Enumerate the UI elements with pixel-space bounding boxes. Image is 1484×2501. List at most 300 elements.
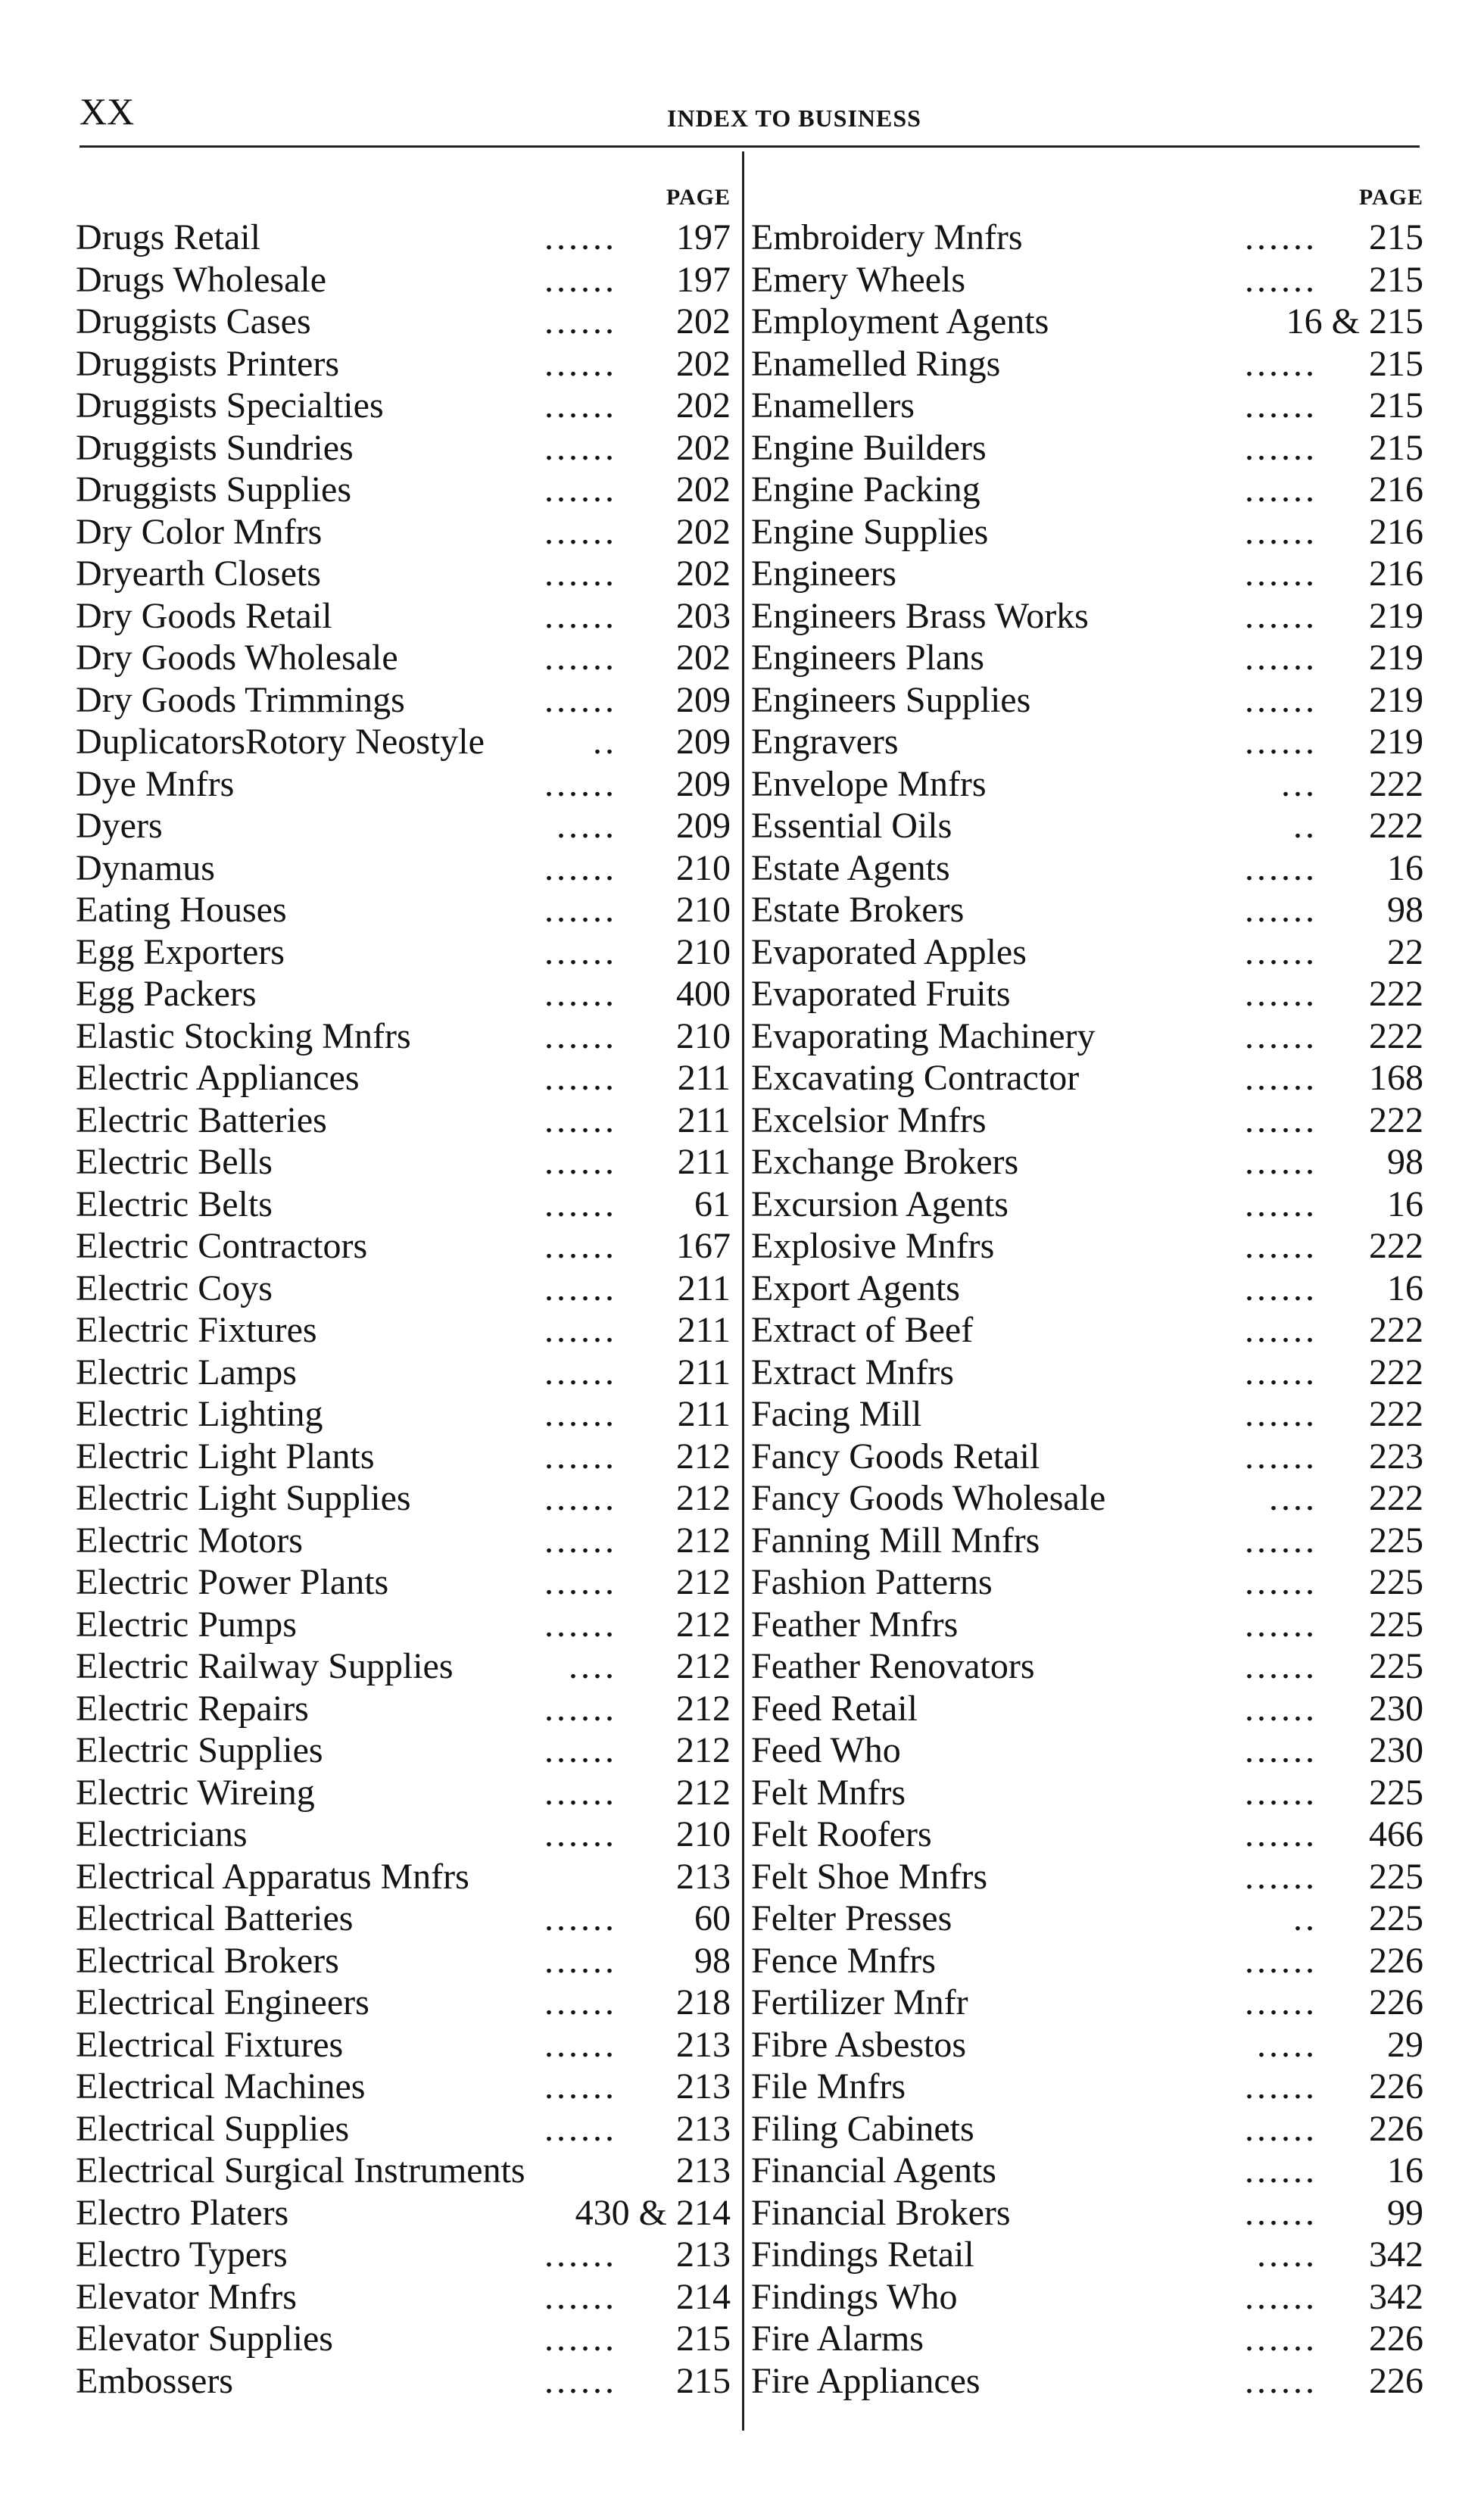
right-column-header — [751, 182, 1423, 217]
entry-page: 430 & 214 — [575, 2192, 731, 2233]
entry-page: 202 — [676, 343, 731, 384]
entry-page: 202 — [676, 301, 731, 341]
index-entry — [751, 469, 1423, 511]
entry-leader-dots: ...... — [544, 847, 617, 888]
entry-name: Extract Mnfrs — [751, 1352, 954, 1392]
entry-leader-dots: ...... — [1245, 1310, 1317, 1350]
entry-name: Findings Retail — [751, 2234, 974, 2275]
entry-page: 222 — [1369, 1015, 1423, 1056]
entry-name: Emery Wheels — [751, 259, 966, 300]
entry-leader-dots: ...... — [544, 1814, 617, 1854]
index-entry — [76, 1604, 731, 1646]
entry-name: Electric Fixtures — [76, 1310, 317, 1350]
entry-leader-dots: ...... — [1245, 1730, 1317, 1770]
entry-page: 225 — [1369, 1604, 1423, 1645]
entry-name: Enamelled Rings — [751, 343, 1001, 384]
entry-leader-dots: ...... — [1245, 427, 1317, 468]
index-entry — [751, 1856, 1423, 1898]
index-entry — [76, 1688, 731, 1730]
entry-leader-dots: ...... — [1245, 385, 1317, 426]
entry-leader-dots: ...... — [544, 259, 617, 300]
entry-name: Fertilizer Mnfr — [751, 1982, 968, 2022]
entry-name: Dry Goods Wholesale — [76, 638, 398, 678]
entry-name: Electric Bells — [76, 1142, 273, 1182]
entry-name: Financial Brokers — [751, 2192, 1011, 2233]
entry-page: 400 — [676, 974, 731, 1014]
index-entry — [76, 427, 731, 469]
index-entry — [751, 1141, 1423, 1183]
index-entry — [76, 2150, 731, 2192]
entry-name: Felter Presses — [751, 1898, 952, 1938]
index-entry — [751, 973, 1423, 1015]
entry-name: Eating Houses — [76, 890, 287, 930]
entry-name: Extract of Beef — [751, 1310, 974, 1350]
entry-page: 213 — [676, 2066, 731, 2107]
index-entry — [76, 1225, 731, 1268]
entry-name: Electric Contractors — [76, 1226, 368, 1266]
entry-name: Embossers — [76, 2360, 233, 2401]
entry-leader-dots: ...... — [544, 1352, 617, 1392]
entry-page: 212 — [676, 1646, 731, 1686]
entry-page: 210 — [676, 890, 731, 930]
index-entry — [76, 553, 731, 595]
entry-name: Elevator Supplies — [76, 2319, 333, 2359]
entry-name: Export Agents — [751, 1268, 960, 1308]
index-entry — [76, 469, 731, 511]
entry-leader-dots: ...... — [544, 1183, 617, 1224]
entry-name: Fence Mnfrs — [751, 1940, 936, 1981]
entry-leader-dots: ...... — [544, 679, 617, 720]
index-entry — [751, 259, 1423, 301]
entry-page: 212 — [676, 1478, 731, 1518]
entry-page: 168 — [1369, 1058, 1423, 1098]
index-entry — [751, 2276, 1423, 2319]
entry-leader-dots: ...... — [1245, 1604, 1317, 1645]
entry-leader-dots: ...... — [544, 2276, 617, 2317]
entry-name: Filing Cabinets — [751, 2108, 974, 2149]
entry-page: 211 — [677, 1268, 731, 1308]
entry-name: Engravers — [751, 722, 899, 762]
index-entry — [76, 2360, 731, 2403]
index-entry — [76, 763, 731, 806]
entry-page: 167 — [676, 1226, 731, 1266]
entry-page: 211 — [677, 1142, 731, 1182]
index-entry — [76, 847, 731, 890]
entry-name: Electrical Apparatus Mnfrs — [76, 1856, 469, 1897]
entry-name: Engineers Supplies — [751, 679, 1031, 720]
entry-page: 211 — [677, 1058, 731, 1098]
entry-leader-dots: ...... — [544, 1436, 617, 1477]
entry-leader-dots: ...... — [544, 511, 617, 552]
entry-page: 219 — [1369, 638, 1423, 678]
index-entry — [76, 1898, 731, 1940]
entry-page: 218 — [676, 1982, 731, 2022]
entry-name: Elastic Stocking Mnfrs — [76, 1015, 411, 1056]
entry-name: Electric Lighting — [76, 1394, 323, 1434]
index-entry — [751, 2360, 1423, 2403]
entry-page: 22 — [1387, 931, 1423, 972]
entry-leader-dots: ...... — [1245, 2276, 1317, 2317]
entry-leader-dots: .... — [569, 1646, 617, 1686]
entry-name: Enamellers — [751, 385, 915, 426]
entry-leader-dots: ...... — [1245, 595, 1317, 636]
entry-leader-dots: ...... — [1245, 2150, 1317, 2191]
entry-leader-dots: ...... — [1245, 1562, 1317, 1602]
entry-leader-dots: ...... — [1245, 1058, 1317, 1098]
entry-leader-dots: ..... — [1257, 2024, 1317, 2065]
entry-page: 216 — [1369, 511, 1423, 552]
index-entry — [76, 1561, 731, 1604]
entry-page: 16 — [1387, 1268, 1423, 1308]
entry-page: 222 — [1369, 974, 1423, 1014]
entry-page: 202 — [676, 638, 731, 678]
entry-name: Fibre Asbestos — [751, 2024, 967, 2065]
entry-name: Felt Mnfrs — [751, 1772, 906, 1813]
index-entry — [751, 1940, 1423, 1982]
index-entry — [751, 1183, 1423, 1226]
index-entry — [751, 637, 1423, 679]
entry-name: Felt Roofers — [751, 1814, 932, 1854]
index-entry — [76, 1772, 731, 1814]
entry-leader-dots: ...... — [1245, 1099, 1317, 1140]
entry-leader-dots: .. — [1293, 1898, 1317, 1938]
entry-leader-dots: ...... — [544, 1394, 617, 1434]
index-entry — [751, 217, 1423, 259]
entry-name: Dryearth Closets — [76, 554, 321, 594]
header-rule — [80, 145, 1420, 148]
index-entry — [76, 1352, 731, 1394]
entry-leader-dots: ...... — [1245, 722, 1317, 762]
entry-page: 197 — [676, 259, 731, 300]
entry-page: 225 — [1369, 1520, 1423, 1561]
entry-name: Dyers — [76, 806, 163, 846]
index-entry — [751, 301, 1423, 343]
index-entry — [751, 889, 1423, 931]
entry-leader-dots: ...... — [1245, 890, 1317, 930]
entry-page: 219 — [1369, 595, 1423, 636]
right-column — [751, 182, 1423, 2402]
entry-leader-dots: ...... — [1245, 1436, 1317, 1477]
index-entry — [751, 595, 1423, 638]
entry-name: Drugs Wholesale — [76, 259, 327, 300]
entry-page: 210 — [676, 931, 731, 972]
entry-leader-dots: ...... — [1245, 1814, 1317, 1854]
entry-name: Engine Packing — [751, 469, 980, 510]
index-entry — [76, 2234, 731, 2276]
entry-name: Electric Motors — [76, 1520, 303, 1561]
entry-name: Felt Shoe Mnfrs — [751, 1856, 987, 1897]
entry-leader-dots: .... — [1269, 1478, 1317, 1518]
entry-leader-dots: ...... — [1245, 2066, 1317, 2107]
entry-page: 342 — [1369, 2276, 1423, 2317]
entry-page: 29 — [1387, 2024, 1423, 2065]
entry-leader-dots: ...... — [544, 469, 617, 510]
entry-name: Envelope Mnfrs — [751, 763, 987, 804]
entry-name: Electro Platers — [76, 2192, 289, 2233]
entry-leader-dots: .. — [1293, 806, 1317, 846]
entry-leader-dots: ...... — [544, 890, 617, 930]
entry-name: Druggists Cases — [76, 301, 311, 341]
entry-name: Electrical Batteries — [76, 1898, 354, 1938]
entry-page: 216 — [1369, 554, 1423, 594]
index-entry — [751, 1772, 1423, 1814]
entry-leader-dots: ...... — [1245, 847, 1317, 888]
entry-page: 230 — [1369, 1688, 1423, 1729]
entry-page: 222 — [1369, 1394, 1423, 1434]
entry-leader-dots: ...... — [544, 974, 617, 1014]
entry-page: 213 — [676, 2150, 731, 2191]
entry-page: 16 — [1387, 2150, 1423, 2191]
entry-page: 60 — [694, 1898, 731, 1938]
index-entry — [76, 637, 731, 679]
index-entry — [751, 1057, 1423, 1099]
left-column-header — [76, 182, 731, 217]
entry-page: 466 — [1369, 1814, 1423, 1854]
index-entry — [76, 1099, 731, 1142]
entry-page: 202 — [676, 554, 731, 594]
entry-page: 215 — [1369, 343, 1423, 384]
entry-name: Financial Agents — [751, 2150, 996, 2191]
entry-leader-dots: ...... — [544, 1604, 617, 1645]
entry-page: 226 — [1369, 2066, 1423, 2107]
entry-leader-dots: ...... — [1245, 2108, 1317, 2149]
index-entry — [76, 259, 731, 301]
entry-leader-dots: ...... — [1245, 1183, 1317, 1224]
entry-name: Electric Lamps — [76, 1352, 297, 1392]
entry-leader-dots: ...... — [1245, 343, 1317, 384]
index-entry — [76, 2024, 731, 2066]
entry-leader-dots: ...... — [1245, 1352, 1317, 1392]
index-entry — [751, 1436, 1423, 1478]
entry-name: Evaporated Apples — [751, 931, 1027, 972]
entry-page: 16 & 215 — [1286, 301, 1423, 341]
entry-name: Electrical Engineers — [76, 1982, 369, 2022]
entry-name: Drugs Retail — [76, 217, 260, 257]
entry-page: 226 — [1369, 2319, 1423, 2359]
entry-name: Dry Goods Retail — [76, 595, 332, 636]
index-entry — [76, 1393, 731, 1436]
entry-page: 226 — [1369, 1940, 1423, 1981]
entry-name: Estate Agents — [751, 847, 950, 888]
entry-page: 215 — [676, 2360, 731, 2401]
index-entry — [76, 2276, 731, 2319]
entry-page: 225 — [1369, 1646, 1423, 1686]
entry-page: 222 — [1369, 806, 1423, 846]
index-entry — [751, 1813, 1423, 1856]
entry-leader-dots: ..... — [1257, 2234, 1317, 2275]
entry-page: 222 — [1369, 1352, 1423, 1392]
entry-name: DuplicatorsRotory Neostyle — [76, 722, 485, 762]
entry-page: 203 — [676, 595, 731, 636]
entry-leader-dots: ...... — [1245, 1394, 1317, 1434]
entry-page: 210 — [676, 1814, 731, 1854]
entry-page: 209 — [676, 722, 731, 762]
index-entry — [76, 1940, 731, 1982]
entry-name: Essential Oils — [751, 806, 952, 846]
index-entry — [76, 1729, 731, 1772]
entry-name: Fancy Goods Wholesale — [751, 1478, 1106, 1518]
entry-page: 226 — [1369, 1982, 1423, 2022]
index-entry — [751, 1099, 1423, 1142]
entry-name: Excavating Contractor — [751, 1058, 1080, 1098]
entry-leader-dots: ...... — [544, 1058, 617, 1098]
index-entry — [76, 1645, 731, 1688]
entry-name: Electro Typers — [76, 2234, 288, 2275]
entry-name: Embroidery Mnfrs — [751, 217, 1023, 257]
entry-leader-dots: ...... — [544, 2024, 617, 2065]
entry-leader-dots: ...... — [544, 343, 617, 384]
entry-name: Engine Supplies — [751, 511, 989, 552]
index-entry — [751, 2108, 1423, 2150]
index-entry — [76, 721, 731, 763]
index-entry — [751, 1393, 1423, 1436]
index-entry — [751, 1352, 1423, 1394]
entry-name: Egg Packers — [76, 974, 257, 1014]
entry-name: Electrical Machines — [76, 2066, 366, 2107]
entry-leader-dots: ... — [1281, 763, 1317, 804]
page-title: INDEX TO BUSINESS — [667, 104, 921, 132]
entry-leader-dots: ...... — [1245, 638, 1317, 678]
entry-name: Evaporating Machinery — [751, 1015, 1096, 1056]
entry-leader-dots: ...... — [544, 931, 617, 972]
entry-page: 98 — [1387, 1142, 1423, 1182]
entry-name: Electric Appliances — [76, 1058, 360, 1098]
entry-name: Electrical Surgical Instruments — [76, 2150, 525, 2191]
entry-page: 215 — [1369, 385, 1423, 426]
page-label: PAGE — [666, 185, 731, 210]
index-entry — [76, 217, 731, 259]
index-entry — [76, 1436, 731, 1478]
entry-leader-dots: ...... — [1245, 1268, 1317, 1308]
index-entry — [751, 343, 1423, 385]
entry-leader-dots: ...... — [1245, 1015, 1317, 1056]
entry-name: Fancy Goods Retail — [751, 1436, 1040, 1477]
entry-name: Dynamus — [76, 847, 215, 888]
entry-leader-dots: ..... — [556, 806, 617, 846]
entry-name: Excelsior Mnfrs — [751, 1099, 987, 1140]
entry-page: 226 — [1369, 2108, 1423, 2149]
index-entry — [751, 2234, 1423, 2276]
column-divider — [742, 151, 744, 2431]
index-entry — [751, 1645, 1423, 1688]
entry-leader-dots: ...... — [1245, 1772, 1317, 1813]
entry-name: Electric Belts — [76, 1183, 273, 1224]
entry-leader-dots: ...... — [1245, 1688, 1317, 1729]
entry-page: 212 — [676, 1772, 731, 1813]
entry-name: Employment Agents — [751, 301, 1049, 341]
entry-name: Fanning Mill Mnfrs — [751, 1520, 1040, 1561]
index-entry — [751, 1225, 1423, 1268]
entry-name: Electric Coys — [76, 1268, 273, 1308]
entry-leader-dots: ...... — [544, 1730, 617, 1770]
index-entry — [751, 2066, 1423, 2108]
index-entry — [76, 595, 731, 638]
entry-name: Electric Repairs — [76, 1688, 309, 1729]
entry-name: Feather Renovators — [751, 1646, 1035, 1686]
index-entry — [751, 1729, 1423, 1772]
entry-page: 213 — [676, 1856, 731, 1897]
entry-leader-dots: ...... — [544, 1562, 617, 1602]
index-entry — [751, 1015, 1423, 1058]
entry-name: Feed Who — [751, 1730, 901, 1770]
index-entry — [76, 931, 731, 974]
entry-leader-dots: ...... — [544, 1898, 617, 1938]
entry-leader-dots: ...... — [544, 1142, 617, 1182]
index-entry — [76, 1057, 731, 1099]
entry-name: Druggists Specialties — [76, 385, 384, 426]
entry-leader-dots: ...... — [1245, 2319, 1317, 2359]
entry-name: Engineers — [751, 554, 896, 594]
entry-name: Estate Brokers — [751, 890, 965, 930]
entry-name: Druggists Printers — [76, 343, 339, 384]
entry-page: 212 — [676, 1562, 731, 1602]
index-entry — [751, 1268, 1423, 1310]
entry-page: 98 — [694, 1940, 731, 1981]
entry-leader-dots: ...... — [1245, 2360, 1317, 2401]
entry-name: Electric Supplies — [76, 1730, 323, 1770]
index-entry — [751, 1688, 1423, 1730]
entry-page: 209 — [676, 679, 731, 720]
entry-page: 213 — [676, 2108, 731, 2149]
entry-page: 212 — [676, 1730, 731, 1770]
entry-name: Electric Wireing — [76, 1772, 315, 1813]
entry-page: 222 — [1369, 1310, 1423, 1350]
entry-leader-dots: ...... — [544, 638, 617, 678]
entry-name: Excursion Agents — [751, 1183, 1009, 1224]
index-entry — [751, 1898, 1423, 1940]
entry-page: 209 — [676, 806, 731, 846]
entry-page: 219 — [1369, 722, 1423, 762]
index-entry — [751, 385, 1423, 427]
entry-name: Electrical Fixtures — [76, 2024, 344, 2065]
entry-name: Feather Mnfrs — [751, 1604, 959, 1645]
entry-page: 222 — [1369, 1226, 1423, 1266]
entry-page: 212 — [676, 1436, 731, 1477]
entry-name: Electric Light Plants — [76, 1436, 375, 1477]
entry-name: Engineers Brass Works — [751, 595, 1089, 636]
entry-name: Electric Batteries — [76, 1099, 327, 1140]
index-entry — [751, 931, 1423, 974]
entry-name: Fire Alarms — [751, 2319, 924, 2359]
entry-name: File Mnfrs — [751, 2066, 906, 2107]
index-entry — [751, 847, 1423, 890]
index-entry — [751, 1477, 1423, 1520]
entry-leader-dots: ...... — [1245, 1142, 1317, 1182]
entry-leader-dots: ...... — [544, 1015, 617, 1056]
entry-name: Electric Pumps — [76, 1604, 297, 1645]
entry-leader-dots: ...... — [1245, 1940, 1317, 1981]
entry-leader-dots: ...... — [1245, 554, 1317, 594]
index-entry — [76, 385, 731, 427]
entry-leader-dots: ...... — [544, 1226, 617, 1266]
page-label: PAGE — [1358, 185, 1423, 210]
entry-name: Druggists Sundries — [76, 427, 354, 468]
entry-name: Electrical Supplies — [76, 2108, 350, 2149]
entry-name: Dye Mnfrs — [76, 763, 235, 804]
entry-leader-dots: ...... — [544, 554, 617, 594]
index-entry — [751, 1982, 1423, 2024]
index-entry — [76, 301, 731, 343]
index-entry — [751, 2318, 1423, 2360]
entry-leader-dots: ...... — [544, 385, 617, 426]
index-entry — [76, 2066, 731, 2108]
entry-page: 211 — [677, 1352, 731, 1392]
entry-page: 210 — [676, 847, 731, 888]
entry-page: 222 — [1369, 1478, 1423, 1518]
entry-page: 202 — [676, 427, 731, 468]
index-entry — [751, 511, 1423, 554]
entry-page: 213 — [676, 2024, 731, 2065]
